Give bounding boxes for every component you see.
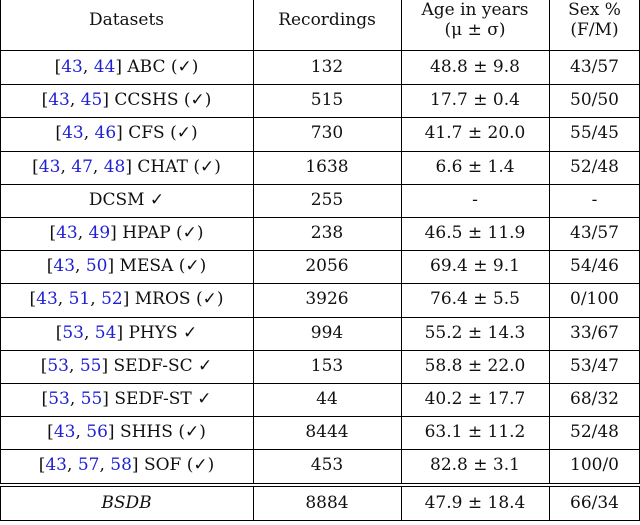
age-cell: 41.7 ± 20.0 xyxy=(424,123,526,144)
row-rule xyxy=(0,383,640,384)
table-header xyxy=(0,0,640,50)
recordings-cell: 730 xyxy=(310,123,344,144)
recordings-cell: 8444 xyxy=(305,422,349,443)
dataset-cell: [43, 45] CCSHS (✓) xyxy=(41,90,212,111)
column-rule xyxy=(401,486,402,520)
age-cell: 76.4 ± 5.5 xyxy=(430,289,520,310)
sex-cell: 43/57 xyxy=(570,57,619,77)
dataset-name: ABC xyxy=(127,57,171,77)
header-rule xyxy=(0,50,640,51)
dataset-cell: [43, 47, 48] CHAT (✓) xyxy=(32,156,221,177)
total-age: 47.9 ± 18.4 xyxy=(424,492,526,513)
column-rule xyxy=(549,486,550,520)
citation-link[interactable]: 48 xyxy=(103,156,126,177)
dataset-name: DCSM xyxy=(88,189,150,210)
row-rule xyxy=(0,416,640,417)
citation-link[interactable]: 53 xyxy=(62,322,84,343)
sex-cell: 55/45 xyxy=(570,123,619,144)
recordings-cell: 453 xyxy=(310,455,344,476)
sex-cell: 100/0 xyxy=(570,455,619,476)
citation-link[interactable]: 56 xyxy=(86,422,108,443)
column-rule xyxy=(253,0,254,483)
double-rule-bottom xyxy=(0,486,640,487)
citation-link[interactable]: 51 xyxy=(68,289,91,310)
citation-link[interactable]: 53 xyxy=(48,389,70,409)
row-rule xyxy=(0,184,640,185)
dataset-cell: [53, 55] SEDF-ST ✓ xyxy=(41,389,212,409)
citation-link[interactable]: 43 xyxy=(53,256,76,277)
recordings-cell: 132 xyxy=(310,57,344,77)
dataset-cell: [53, 54] PHYS ✓ xyxy=(55,322,198,343)
header-recordings: Recordings xyxy=(278,10,376,30)
table-row xyxy=(0,217,640,250)
citation-link[interactable]: 52 xyxy=(101,289,123,310)
citation-link[interactable]: 43 xyxy=(53,422,76,443)
dataset-name: MESA xyxy=(119,256,179,277)
header-sex-line1: Sex % xyxy=(568,0,621,20)
check-icon: (✓) xyxy=(186,455,215,476)
citation-link[interactable]: 43 xyxy=(48,90,70,111)
citation-link[interactable]: 50 xyxy=(85,256,108,277)
recordings-cell: 1638 xyxy=(305,156,349,177)
check-icon: ✓ xyxy=(149,189,165,210)
check-icon: (✓) xyxy=(193,156,221,177)
recordings-cell: 44 xyxy=(316,389,338,409)
sex-cell: 68/32 xyxy=(570,389,619,409)
table-row xyxy=(0,250,640,283)
citation-link[interactable]: 45 xyxy=(80,90,103,111)
double-rule-top xyxy=(0,483,640,484)
age-cell: 55.2 ± 14.3 xyxy=(424,322,526,343)
total-name: BSDB xyxy=(101,492,152,513)
check-icon: ✓ xyxy=(197,389,212,409)
table-row xyxy=(0,383,640,416)
total-recordings: 8884 xyxy=(305,492,349,513)
sex-cell: 53/47 xyxy=(570,355,619,376)
check-icon: (✓) xyxy=(178,256,207,277)
dataset-cell: [53, 55] SEDF-SC ✓ xyxy=(40,355,213,376)
recordings-cell: 2056 xyxy=(305,256,349,277)
age-cell: 69.4 ± 9.1 xyxy=(430,256,520,277)
row-rule xyxy=(0,283,640,284)
row-rule xyxy=(0,449,640,450)
column-rule xyxy=(253,486,254,520)
recordings-cell: 153 xyxy=(310,355,344,376)
row-rule xyxy=(0,217,640,218)
total-sex: 66/34 xyxy=(570,492,619,513)
age-cell: 46.5 ± 11.9 xyxy=(424,223,526,243)
citation-link[interactable]: 47 xyxy=(71,156,93,177)
dataset-name: SEDF-ST xyxy=(114,389,198,409)
dataset-name: SOF xyxy=(143,455,187,476)
recordings-cell: 255 xyxy=(310,189,344,210)
sex-cell: 0/100 xyxy=(570,289,619,310)
sex-cell: 50/50 xyxy=(570,90,619,111)
dataset-name: PHYS xyxy=(128,322,184,343)
recordings-cell: 238 xyxy=(310,223,344,243)
citation-link[interactable]: 43 xyxy=(45,455,67,476)
citation-link[interactable]: 55 xyxy=(80,389,103,409)
dataset-name: CHAT xyxy=(137,156,194,177)
header-age-line1: Age in years xyxy=(421,0,529,20)
age-cell: 48.8 ± 9.8 xyxy=(430,57,520,77)
citation-link[interactable]: 49 xyxy=(88,223,111,243)
column-rule xyxy=(401,0,402,483)
dataset-cell: [43, 56] SHHS (✓) xyxy=(47,422,206,443)
dataset-cell: [43, 50] MESA (✓) xyxy=(46,256,207,277)
age-cell: 40.2 ± 17.7 xyxy=(424,389,526,409)
sex-cell: 52/48 xyxy=(570,422,619,443)
check-icon: (✓) xyxy=(170,57,199,77)
citation-link[interactable]: 43 xyxy=(36,289,58,310)
citation-link[interactable]: 43 xyxy=(61,57,83,77)
citation-link[interactable]: 54 xyxy=(94,322,117,343)
table-row xyxy=(0,84,640,117)
table-row xyxy=(0,350,640,383)
recordings-cell: 3926 xyxy=(305,289,349,310)
column-rule xyxy=(0,0,1,483)
dataset-name: CCSHS xyxy=(114,90,184,111)
table-row xyxy=(0,184,640,217)
table-row xyxy=(0,51,640,84)
dataset-cell: [43, 57, 58] SOF (✓) xyxy=(38,455,215,476)
dataset-name: SHHS xyxy=(119,422,179,443)
check-icon: (✓) xyxy=(176,223,204,243)
row-rule xyxy=(0,250,640,251)
header-datasets: Datasets xyxy=(88,10,165,30)
column-rule xyxy=(0,486,1,520)
table-row xyxy=(0,283,640,316)
bottom-rule xyxy=(0,520,640,521)
citation-link[interactable]: 43 xyxy=(62,123,84,144)
citation-link[interactable]: 44 xyxy=(93,57,116,77)
header-sex-line2: (F/M) xyxy=(570,20,619,40)
age-cell: 6.6 ± 1.4 xyxy=(435,156,515,177)
recordings-cell: 515 xyxy=(310,90,344,111)
age-cell: - xyxy=(472,189,478,210)
age-cell: 63.1 ± 11.2 xyxy=(424,422,526,443)
sex-cell: 54/46 xyxy=(570,256,619,277)
table-row xyxy=(0,449,640,482)
age-cell: 58.8 ± 22.0 xyxy=(424,355,526,376)
dataset-name: HPAP xyxy=(122,223,177,243)
table-row xyxy=(0,151,640,184)
sex-cell: 43/57 xyxy=(570,223,619,243)
row-rule xyxy=(0,117,640,118)
citation-link[interactable]: 46 xyxy=(94,123,117,144)
dataset-cell: [43, 49] HPAP (✓) xyxy=(49,223,204,243)
dataset-cell: [43, 51, 52] MROS (✓) xyxy=(29,289,224,310)
dataset-name: SEDF-SC xyxy=(113,355,199,376)
row-rule xyxy=(0,350,640,351)
total-row xyxy=(0,487,640,520)
citation-link[interactable]: 43 xyxy=(56,223,78,243)
row-rule xyxy=(0,151,640,152)
header-age-line2: (μ ± σ) xyxy=(444,20,506,40)
dataset-name: CFS xyxy=(128,123,171,144)
citation-link[interactable]: 43 xyxy=(38,156,61,177)
dataset-cell xyxy=(0,190,253,210)
citation-link[interactable]: 53 xyxy=(47,355,69,376)
check-icon: (✓) xyxy=(183,90,212,111)
check-icon: ✓ xyxy=(198,355,213,376)
header-age xyxy=(401,0,549,40)
sex-cell: 52/48 xyxy=(570,156,619,177)
header-sex xyxy=(549,0,640,40)
age-cell: 82.8 ± 3.1 xyxy=(430,455,520,476)
dataset-cell: [43, 46] CFS (✓) xyxy=(55,123,198,144)
recordings-cell: 994 xyxy=(310,322,344,343)
table-row xyxy=(0,317,640,350)
dataset-name: MROS xyxy=(134,289,196,310)
sex-cell: 33/67 xyxy=(570,322,619,343)
citation-link[interactable]: 55 xyxy=(79,355,102,376)
check-icon: ✓ xyxy=(183,322,198,343)
check-icon: (✓) xyxy=(195,289,224,310)
row-rule xyxy=(0,317,640,318)
check-icon: (✓) xyxy=(178,422,206,443)
check-icon: (✓) xyxy=(170,123,198,144)
table-row xyxy=(0,416,640,449)
table-row xyxy=(0,117,640,150)
column-rule xyxy=(549,0,550,483)
dataset-cell: [43, 44] ABC (✓) xyxy=(54,57,199,77)
row-rule xyxy=(0,84,640,85)
citation-link[interactable]: 57 xyxy=(77,455,100,476)
sex-cell: - xyxy=(591,189,598,210)
citation-link[interactable]: 58 xyxy=(110,455,132,476)
age-cell: 17.7 ± 0.4 xyxy=(430,90,520,111)
